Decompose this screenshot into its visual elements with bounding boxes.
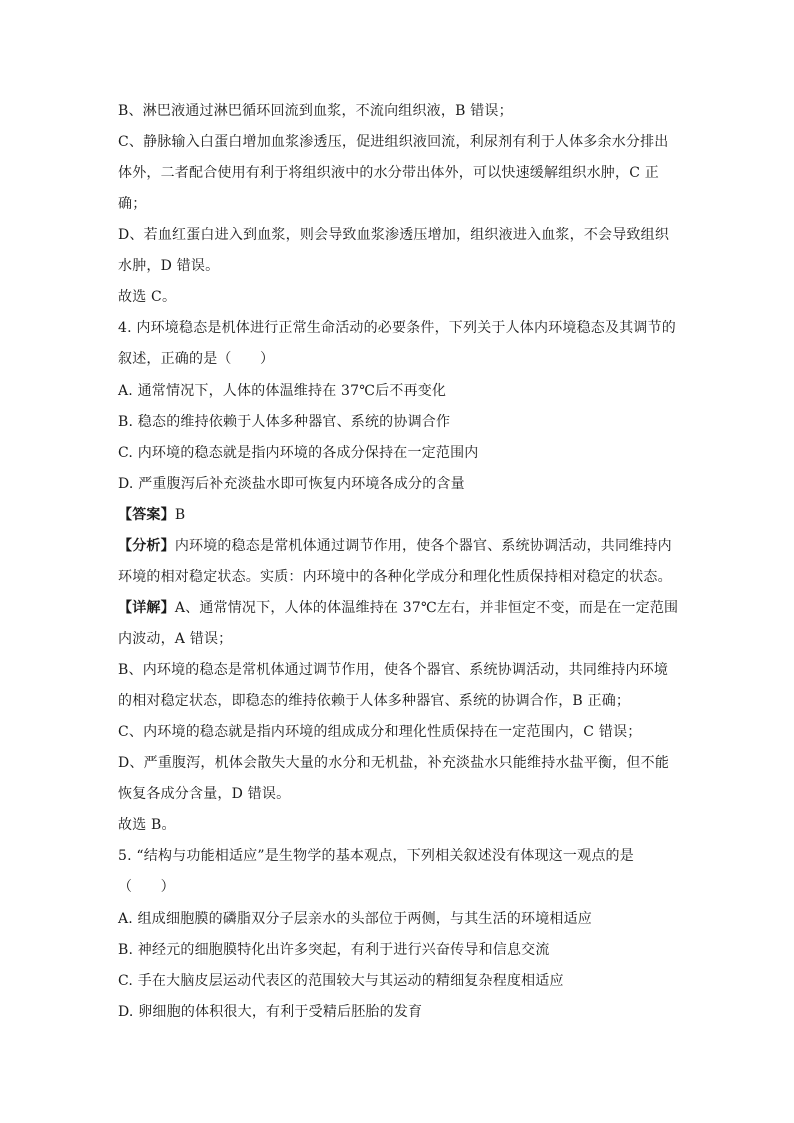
q4-answer bbox=[118, 506, 185, 524]
analysis-text: 内环境的稳态是常机体通过调节作用，使各个器官、系统协调活动，共同维持内 bbox=[174, 538, 672, 554]
q5-option-c: C. 手在大脑皮层运动代表区的范围较大与其运动的精细复杂程度相适应 bbox=[118, 973, 564, 989]
q4-conclusion: 故选 B。 bbox=[118, 817, 176, 833]
q4-detail-c: C、内环境的稳态就是指内环境的组成成分和理化性质保持在一定范围内，C 错误； bbox=[118, 724, 642, 740]
q5-stem-line1: 5. “结构与功能相适应”是生物学的基本观点，下列相关叙述没有体现这一观点的是 bbox=[118, 848, 634, 864]
q5-option-d: D. 卵细胞的体积很大，有利于受精后胚胎的发育 bbox=[118, 1004, 423, 1020]
answer-tag: 【答案】 bbox=[118, 507, 175, 523]
q4-analysis-line1 bbox=[118, 537, 672, 555]
q4-stem-line1: 4. 内环境稳态是机体进行正常生命活动的必要条件，下列关于人体内环境稳态及其调节的 bbox=[118, 320, 677, 336]
q5-option-a: A. 组成细胞膜的磷脂双分子层亲水的头部位于两侧，与其生活的环境相适应 bbox=[118, 911, 593, 927]
q3-explanation-c-line2: 体外，二者配合使用有利于将组织液中的水分带出体外，可以快速缓解组织水肿，C 正 bbox=[118, 165, 659, 181]
q4-option-c: C. 内环境的稳态就是指内环境的各成分保持在一定范围内 bbox=[118, 445, 479, 461]
q5-option-b: B. 神经元的细胞膜特化出许多突起，有利于进行兴奋传导和信息交流 bbox=[118, 942, 550, 958]
q4-detail-b-line2: 的相对稳定状态，即稳态的维持依赖于人体多种器官、系统的协调合作，B 正确； bbox=[118, 693, 631, 709]
q4-analysis-line2: 环境的相对稳定状态。实质：内环境中的各种化学成分和理化性质保持相对稳定的状态。 bbox=[118, 569, 672, 585]
q4-option-a: A. 通常情况下，人体的体温维持在 37℃后不再变化 bbox=[118, 383, 447, 399]
q4-detail-d-line2: 恢复各成分含量，D 错误。 bbox=[118, 786, 291, 802]
detail-tag: 【详解】 bbox=[118, 600, 175, 616]
detail-text: A、通常情况下，人体的体温维持在 37℃左右，并非恒定不变，而是在一定范围 bbox=[174, 600, 679, 616]
analysis-tag: 【分析】 bbox=[118, 538, 175, 554]
q3-conclusion: 故选 C。 bbox=[118, 289, 177, 305]
q4-option-b: B. 稳态的维持依赖于人体多种器官、系统的协调合作 bbox=[118, 414, 451, 430]
q4-detail-d-line1: D、严重腹泻，机体会散失大量的水分和无机盐，补充淡盐水只能维持水盐平衡，但不能 bbox=[118, 755, 670, 771]
q3-explanation-d-line1: D、若血红蛋白进入到血浆，则会导致血浆渗透压增加，组织液进入血浆，不会导致组织 bbox=[118, 227, 670, 243]
q5-stem-line2: （ ） bbox=[118, 879, 175, 895]
q4-detail-b-line1: B、内环境的稳态是常机体通过调节作用，使各个器官、系统协调活动，共同维持内环境 bbox=[118, 662, 669, 678]
q4-stem-line2: 叙述，正确的是（ ） bbox=[118, 351, 275, 367]
q3-explanation-c-line1: C、静脉输入白蛋白增加血浆渗透压，促进组织液回流，利尿剂有利于人体多余水分排出 bbox=[118, 134, 669, 150]
q4-option-d: D. 严重腹泻后补充淡盐水即可恢复内环境各成分的含量 bbox=[118, 476, 465, 492]
q4-detail-a-line1 bbox=[118, 599, 678, 617]
q4-detail-a-line2: 内波动，A 错误； bbox=[118, 631, 233, 647]
q3-explanation-b: B、淋巴液通过淋巴循环回流到血浆，不流向组织液，B 错误； bbox=[118, 103, 513, 119]
answer-value: B bbox=[174, 507, 186, 523]
q3-explanation-c-line3: 确； bbox=[118, 196, 147, 212]
q3-explanation-d-line2: 水肿，D 错误。 bbox=[118, 258, 220, 274]
